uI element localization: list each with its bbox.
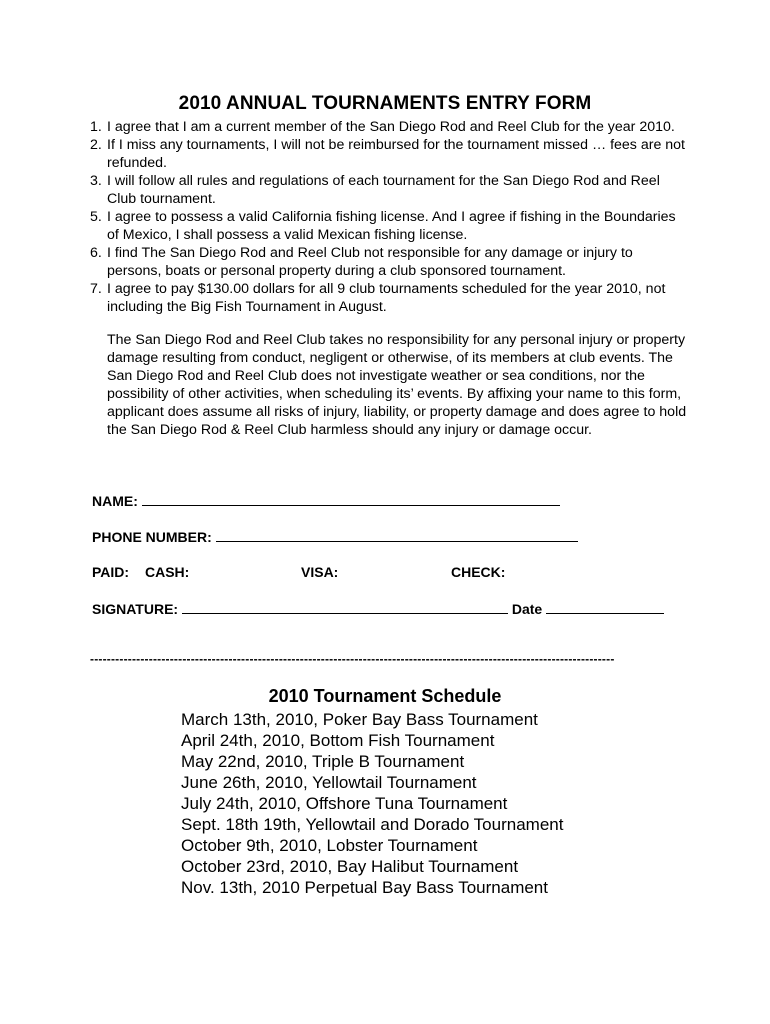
schedule-item: April 24th, 2010, Bottom Fish Tournament (181, 731, 495, 750)
item-number: 1. (90, 119, 102, 135)
visa-option[interactable]: VISA: (301, 564, 339, 580)
item-text: I find The San Diego Rod and Reel Club not responsible for any damage or injury to persons, boats or personal property during a club sponsored tournament. (107, 245, 633, 279)
payment-row (92, 564, 692, 584)
schedule-item: Nov. 13th, 2010 Perpetual Bay Bass Tournament (181, 878, 548, 897)
name-field-row (92, 492, 560, 509)
item-text: I agree that I am a current member of the San Diego Rod and Reel Club for the year 2010. (107, 119, 675, 135)
name-label: NAME: (92, 493, 138, 509)
name-field[interactable] (142, 492, 560, 506)
schedule-item: May 22nd, 2010, Triple B Tournament (181, 752, 465, 771)
item-number: 6. (90, 245, 102, 261)
agreement-list (90, 118, 690, 316)
form-title: 2010 ANNUAL TOURNAMENTS ENTRY FORM (178, 93, 592, 114)
schedule-item: July 24th, 2010, Offshore Tuna Tournament (181, 794, 508, 813)
check-option[interactable]: CHECK: (451, 564, 506, 580)
item-number: 2. (90, 137, 102, 153)
schedule-item: June 26th, 2010, Yellowtail Tournament (181, 773, 477, 792)
schedule-item: Sept. 18th 19th, Yellowtail and Dorado Tournament (181, 815, 564, 834)
item-number: 5. (90, 209, 102, 225)
item-text: I will follow all rules and regulations of each tournament for the San Diego Rod and Reel Club tournament. (107, 173, 660, 207)
agreement-item (90, 244, 690, 280)
item-text: I agree to pay $130.00 dollars for all 9 club tournaments scheduled for the year 2010, not including the Big Fish Tournament in August. (107, 281, 666, 315)
liability-disclaimer: The San Diego Rod and Reel Club takes no responsibility for any personal injury or property damage resulting from conduct, negligent or otherwise, of its members at club events. The San Diego Rod and Reel Club does not investigate weather or sea conditions, nor the possibility of other activities, when scheduling its’ events. By affixing your name to this form, applicant does assume all risks of injury, liability, or property damage and does agree to hold the San Diego Rod & Reel Club harmless should any injury or damage occur. (107, 332, 687, 438)
agreement-item (90, 280, 690, 316)
schedule-list (181, 709, 563, 898)
cut-line-divider: ----------------------------------------------------------------------------------------------------------------------------- (90, 652, 615, 666)
schedule-item: March 13th, 2010, Poker Bay Bass Tournament (181, 710, 538, 729)
item-number: 3. (90, 173, 102, 189)
phone-field-row (92, 528, 578, 545)
schedule-item: October 9th, 2010, Lobster Tournament (181, 836, 478, 855)
cash-option[interactable]: CASH: (145, 564, 190, 580)
item-number: 7. (90, 281, 102, 297)
signature-field[interactable] (182, 600, 508, 614)
phone-label: PHONE NUMBER: (92, 529, 212, 545)
agreement-item (90, 136, 690, 172)
item-text: If I miss any tournaments, I will not be reimbursed for the tournament missed … fees are not refunded. (107, 137, 686, 171)
date-label: Date (511, 601, 543, 617)
signature-label: SIGNATURE: (92, 601, 179, 617)
date-field[interactable] (546, 600, 664, 614)
agreement-item (90, 118, 690, 136)
schedule-title: 2010 Tournament Schedule (268, 686, 502, 706)
phone-field[interactable] (216, 528, 578, 542)
agreement-item (90, 172, 690, 208)
item-text: I agree to possess a valid California fishing license. And I agree if fishing in the Boundaries of Mexico, I shall possess a valid Mexican fishing license. (107, 209, 676, 243)
agreement-item (90, 208, 690, 244)
signature-field-row (92, 600, 664, 617)
schedule-item: October 23rd, 2010, Bay Halibut Tournament (181, 857, 519, 876)
paid-label: PAID: (92, 564, 130, 580)
